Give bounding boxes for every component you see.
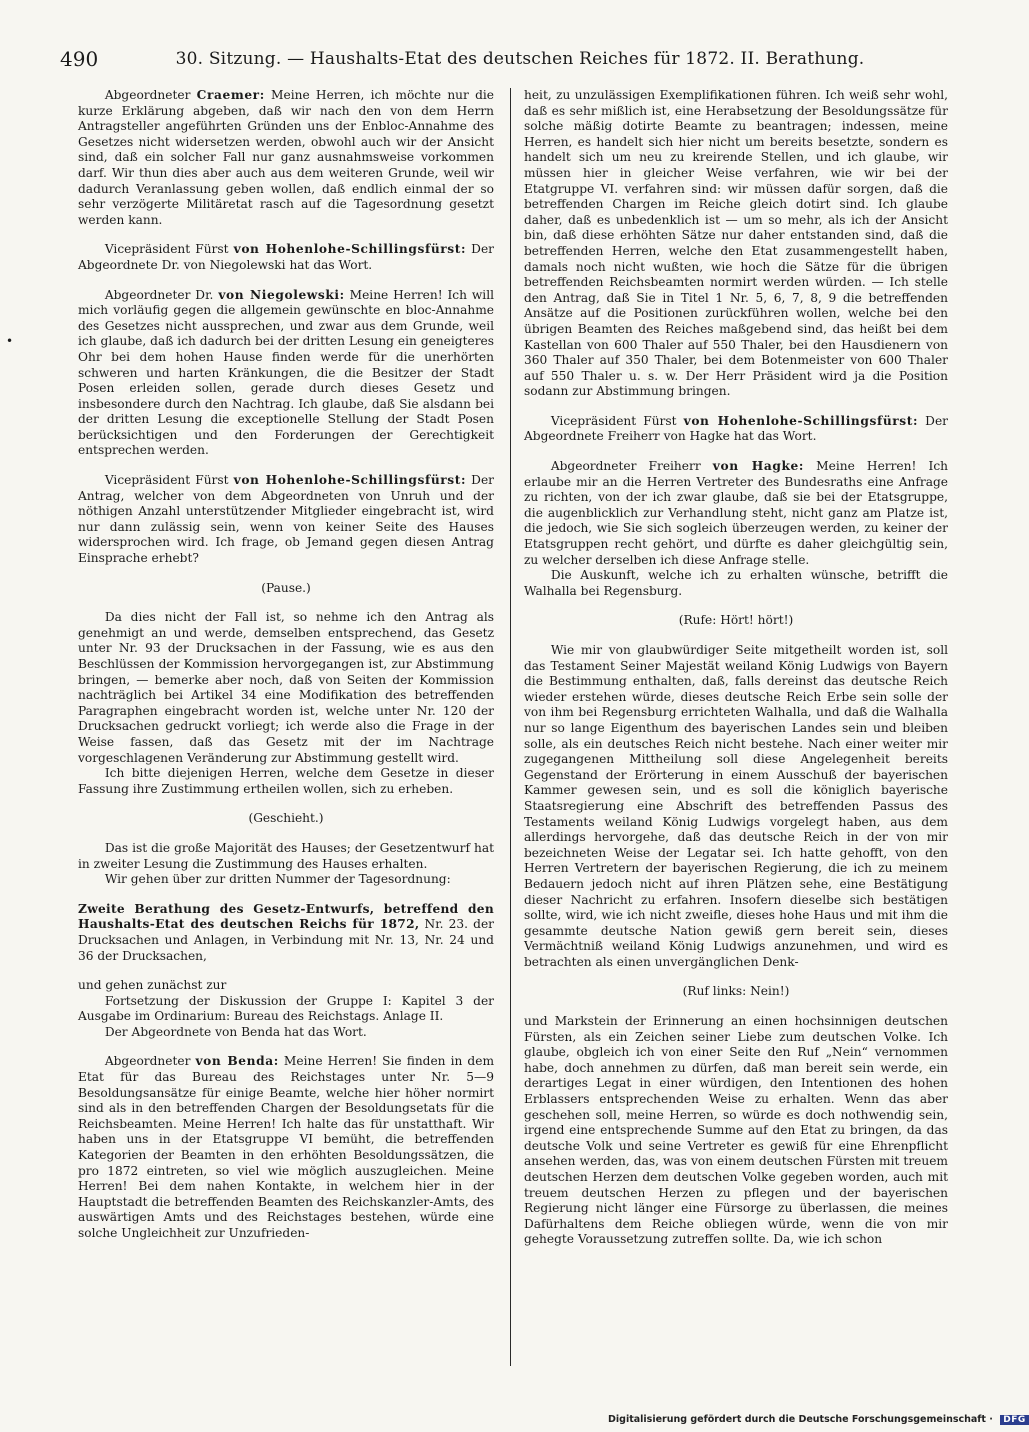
running-head: 30. Sitzung. — Haushalts-Etat des deutschen Reiches für 1872. II. Berathung. — [175, 49, 865, 69]
paragraph-text: Der Abgeordnete von Benda hat das Wort. — [104, 1024, 367, 1039]
dfg-logo: DFG — [1000, 1415, 1029, 1425]
agenda-title: Zweite Berathung des Gesetz-Entwurfs, betreffend den Haushalts-Etat des deutschen Reichs für 1872, — [78, 901, 494, 932]
paragraph-text: Wir gehen über zur dritten Nummer der Tagesordnung: — [104, 872, 451, 887]
speech-text: Der Abgeordnete Freiherr von Hagke hat das Wort. — [524, 413, 948, 444]
speaker-title: Vicepräsident Fürst — [104, 473, 234, 488]
speaker-name: von Hohenlohe-Schillingsfürst: — [233, 242, 467, 257]
agenda-subitem-text: Fortsetzung der Diskussion der Gruppe I: Kapitel 3 der Ausgabe im Ordinarium: Bureau des Reichstags. Anlage II. — [78, 993, 494, 1024]
page-header — [60, 44, 980, 74]
speaker-title: Vicepräsident Fürst — [104, 242, 234, 257]
speech-paragraph — [78, 242, 494, 273]
speech-text: Meine Herren! Sie finden in dem Etat für das Bureau des Reichstages unter Nr. 5—9 Besoldungsansätze für einige Beamte, welche hier höher normirt sind als in den betreffenden Chargen der Besoldungsetats für die Reichsbeamten. Meine Herren! Ich halte das für unstatthaft. Wir haben uns in der Etatsgruppe VI bemüht, die betreffenden Kategorien der Beamten in den erhöhten Besoldungssätzen, die pro 1872 eintreten, so viel wie möglich auszugleichen. Meine Herren! Bei dem nahen Kontakte, in welchem hier in der Hauptstadt die betreffenden Beamten des Reichskanzler-Amts, des auswärtigen Amts und des Reichstages bestehen, würde eine solche Ungleichheit zur Unzufrieden- — [78, 1054, 494, 1240]
speaker-name: von Niegolewski: — [218, 287, 345, 302]
column-divider — [510, 88, 511, 1366]
stage-direction — [78, 581, 494, 597]
stage-direction — [78, 811, 494, 827]
paragraph-text: Die Auskunft, welche ich zu erhalten wünsche, betrifft die Walhalla bei Regensburg. — [524, 568, 948, 598]
right-column — [524, 88, 948, 1378]
paragraph — [78, 766, 494, 797]
agenda-subitem — [78, 994, 494, 1025]
stage-direction-text: (Rufe: Hört! hört!) — [678, 613, 794, 628]
paragraph — [78, 1025, 494, 1041]
speech-paragraph — [524, 459, 948, 568]
speech-paragraph — [78, 88, 494, 228]
speech-text: Der Antrag, welcher von dem Abgeordneten von Unruh und der nöthigen Anzahl unterstützender Mitglieder eingebracht ist, wird nur dann zulässig sein, wenn von keiner Seite des Hauses widersprochen wird. Ich frage, ob Jemand gegen diesen Antrag Einsprache erhebt? — [78, 473, 494, 566]
speech-text: Meine Herren! Ich erlaube mir an die Herren Vertreter des Bundesraths eine Anfrage zu richten, von der ich zwar glaube, daß sie bei der Etatsgruppe, die augenblicklich zur Verhandlung steht, nicht ganz am Platze ist, die jedoch, wie Sie sich sogleich überzeugen werden, zu keiner der Etatsgruppen recht gehört, und dürfte es daher gleichgültig sein, zu welcher derselben ich diese Anfrage stelle. — [524, 459, 949, 567]
speaker-title: Abgeordneter — [104, 88, 197, 102]
credit-text: Digitalisierung gefördert durch die Deutsche Forschungsgemeinschaft · — [608, 1414, 993, 1425]
agenda-text: Nr. 23. der Drucksachen und Anlagen, in Verbindung mit Nr. 13, Nr. 24 und 36 der Drucksachen, — [78, 917, 494, 963]
speech-text: Der Abgeordnete Dr. von Niegolewski hat das Wort. — [78, 242, 494, 272]
stage-direction-text: (Pause.) — [261, 580, 311, 595]
paragraph — [78, 610, 494, 766]
speech-paragraph — [78, 1054, 494, 1241]
margin-mark: • — [6, 334, 14, 348]
stage-direction — [524, 613, 948, 629]
paragraph-text: Wie mir von glaubwürdiger Seite mitgetheilt worden ist, soll das Testament Seiner Majestät weiland König Ludwigs von Bayern die Bestimmung enthalten, daß, falls dereinst das deutsche Reich wieder erstehen würde, dieses deutsche Reich Erbe sein solle der von ihm bei Regensburg errichteten Walhalla, und daß die Walhalla nur so lange Eigenthum des bayerischen Landes sein und bleiben solle, als ein deutsches Reich nicht bestehe. Nach einer weiter mir zugegangenen Mittheilung soll diese Angelegenheit bereits Gegenstand der Erörterung in einem Ausschuß der bayerischen Kammer gewesen sein, und es soll die königlich bayerische Staatsregierung eine Abschrift des betreffenden Passus des Testaments weiland König Ludwigs vorgelegt haben, aus dem allerdings hervorgehe, daß das deutsche Reich in der von mir bezeichneten Weise der Legatar sei. Ich hatte gehofft, von den Herren Vertretern der bayerischen Regierung, die ich zu meinem Bedauern jedoch nicht auf ihren Plätzen sehe, eine Bestätigung dieser Nachricht zu erfahren. Insofern dieselbe sich bestätigen sollte, wird, wie ich nicht zweifle, dieses hohe Haus und mit ihm die gesammte deutsche Nation gewiß gern bereit sein, dieses Vermächtniß weiland König Ludwigs anzunehmen, und wird es betrachten als einen unvergänglichen Denk- — [524, 643, 948, 969]
speaker-title: Abgeordneter — [104, 1054, 196, 1069]
speaker-name: von Hohenlohe-Schillingsfürst: — [683, 413, 919, 428]
speaker-title: Vicepräsident Fürst — [550, 413, 684, 428]
digitization-credit — [608, 1414, 1029, 1425]
speech-text: Meine Herren, ich möchte nur die kurze Erklärung abgeben, daß wir nach den von dem Herrn Antragsteller angeführten Gründen uns der Enbloc-Annahme des Gesetzes nicht widersetzen werden, obwohl auch wir der Ansicht sind, daß ein solcher Fall nur ganz ausnahmsweise vorkommen darf. Wir thun dies aber auch aus dem weiteren Grunde, weil wir dadurch Veranlassung geben wollen, daß endlich einmal der so sehr verzögerte Militäretat rasch auf die Tagesordnung gesetzt werden kann. — [78, 88, 494, 227]
speaker-name: Craemer: — [196, 88, 265, 102]
page-number: 490 — [60, 47, 99, 71]
stage-direction-text: (Geschieht.) — [248, 811, 324, 826]
speaker-name: von Benda: — [195, 1054, 279, 1069]
speaker-title: Abgeordneter Dr. — [104, 287, 219, 302]
paragraph-text: Da dies nicht der Fall ist, so nehme ich den Antrag als genehmigt an und werde, demselben entsprechend, das Gesetz unter Nr. 93 der Drucksachen in der Fassung, wie es aus den Beschlüssen der Kommission hervorgegangen ist, zur Abstimmung bringen, — bemerke aber noch, daß von Seiten der Kommission nachträglich bei Artikel 34 eine Modifikation des betreffenden Paragraphen eingebracht worden ist, welche unter Nr. 120 der Drucksachen gedruckt vorliegt; ich werde also die Frage in der Weise fassen, daß das Gesetz mit der im Nachtrage vorgeschlagenen Veränderung zur Abstimmung gestellt wird. — [78, 610, 494, 765]
paragraph — [524, 568, 948, 599]
paragraph-text: Ich bitte diejenigen Herren, welche dem Gesetze in dieser Fassung ihre Zustimmung ertheilen wollen, sich zu erheben. — [78, 766, 494, 796]
paragraph — [524, 643, 948, 970]
speaker-title: Abgeordneter Freiherr — [550, 459, 713, 474]
speech-text: Meine Herren! Ich will mich vorläufig gegen die allgemein gewünschte en bloc-Annahme des Gesetzes nicht aussprechen, und zwar aus dem Grunde, weil ich glaube, daß ich dadurch bei der dritten Lesung ein geneigteres Ohr bei dem hohen Hause finden werde für die unerhörten schweren und harten Kränkungen, die die Besitzer der Stadt Posen erleiden sollen, gerade durch dieses Gesetz und insbesondere durch den Nachtrag. Ich glaube, daß Sie alsdann bei der dritten Lesung die exceptionelle Stellung der Stadt Posen berücksichtigen und den Forderungen der Gerechtigkeit entsprechen werden. — [78, 287, 494, 458]
speaker-name: von Hagke: — [712, 459, 805, 474]
paragraph — [524, 1014, 948, 1248]
agenda-item — [78, 902, 494, 964]
paragraph-text: und Markstein der Erinnerung an einen hochsinnigen deutschen Fürsten, als ein Zeichen seiner Liebe zum deutschen Volke. Ich glaube, obgleich ich von einer Seite den Ruf „Nein“ vernommen habe, doch annehmen zu dürfen, daß man bereit sein werde, ein derartiges Legat in einer würdigen, den Intentionen des hohen Erblassers entsprechenden Weise zu erhalten. Wenn das aber geschehen soll, meine Herren, so würde es doch nothwendig sein, irgend eine entsprechende Summe auf den Etat zu bringen, da das deutsche Volk und seine Vertreter es gewiß für eine Ehrenpflicht ansehen werden, das, was von einem deutschen Fürsten mit treuem deutschen Herzen dem deutschen Volke gegeben worden, auch mit treuem deutschen Herzen zu pflegen und der bayerischen Regierung nicht länger eine Fürsorge zu überlassen, die meines Dafürhaltens dem Reiche obliegen würde, wenn die von mir gehegte Voraussetzung zutreffen sollte. Da, wie ich schon — [524, 1014, 948, 1247]
speech-paragraph — [78, 288, 494, 460]
paragraph — [78, 841, 494, 872]
stage-direction-text: (Ruf links: Nein!) — [682, 984, 790, 999]
paragraph-text: und gehen zunächst zur — [78, 978, 227, 993]
paragraph — [78, 872, 494, 888]
paragraph — [78, 978, 494, 994]
paragraph-text: Das ist die große Majorität des Hauses; der Gesetzentwurf hat in zweiter Lesung die Zustimmung des Hauses erhalten. — [78, 840, 494, 871]
speech-paragraph — [524, 414, 948, 445]
paragraph — [524, 88, 948, 400]
speaker-name: von Hohenlohe-Schillingsfürst: — [233, 473, 467, 488]
paragraph-text: heit, zu unzulässigen Exemplifikationen führen. Ich weiß sehr wohl, daß es sehr mißlich ist, eine Herabsetzung der Besoldungssätze für solche mäßig dotirte Beamte zu beantragen; indessen, meine Herren, es handelt sich hier nicht um bereits besetzte, sondern es handelt sich um neu zu kreirende Stellen, und ich glaube, wir müssen hier in gleicher Weise verfahren, wie wir bei der Etatgruppe VI. verfahren sind: wir müssen dafür sorgen, daß die betreffenden Chargen im Reiche gleich dotirt sind. Ich glaube daher, daß es unbedenklich ist — um so mehr, als ich der Ansicht bin, daß diese erhöhten Sätze nur daher entstanden sind, daß die betreffenden Herren, welche den Etat zusammengestellt haben, damals noch nicht wußten, wie hoch die Sätze für die übrigen betreffenden Reichsbeamten normirt werden würden. — Ich stelle den Antrag, daß Sie in Titel 1 Nr. 5, 6, 7, 8, 9 die betreffenden Ansätze auf die Positionen zurückführen wollen, welche bei den übrigen Beamten des Reiches maßgebend sind, das heißt bei dem Kastellan von 600 Thaler auf 550 Thaler, bei den Hausdienern von 360 Thaler auf 350 Thaler, bei dem Botenmeister von 600 Thaler auf 550 Thaler u. s. w. Der Herr Präsident wird ja die Position sodann zur Abstimmung bringen. — [524, 88, 948, 399]
left-column — [78, 88, 494, 1378]
speech-paragraph — [78, 473, 494, 567]
stage-direction — [524, 984, 948, 1000]
